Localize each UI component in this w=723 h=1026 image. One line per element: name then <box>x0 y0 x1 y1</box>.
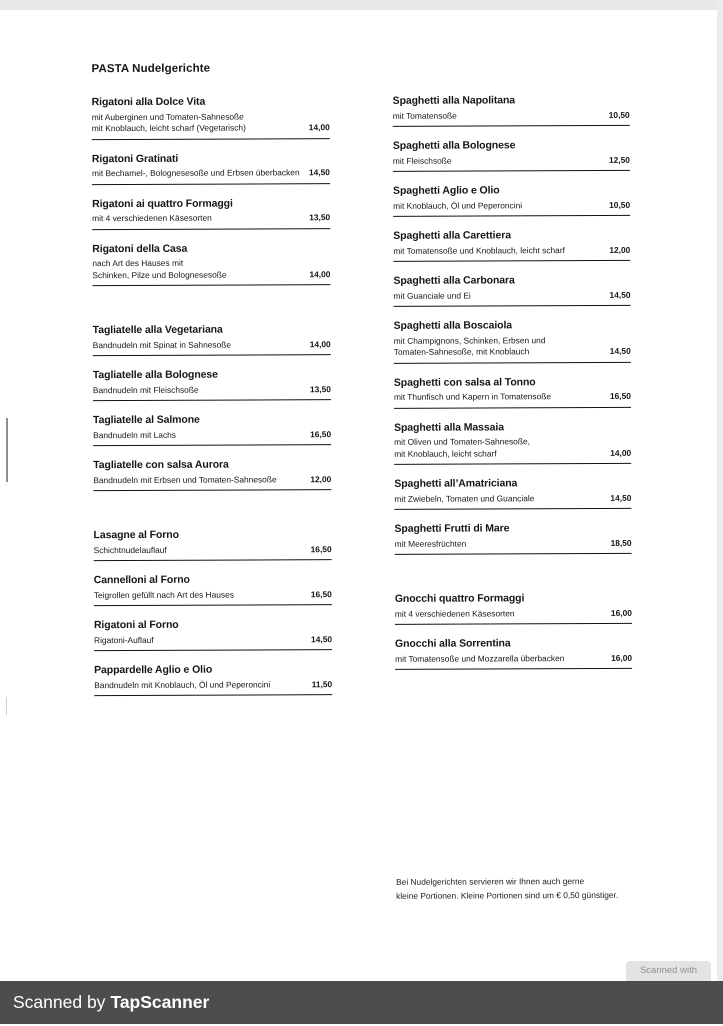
item-description: mit Tomatensoße und Mozzarella überbacken <box>395 652 565 664</box>
item-price: 10,50 <box>608 109 630 120</box>
menu-item <box>394 319 631 364</box>
item-title: Spaghetti con salsa al Tonno <box>393 375 536 389</box>
item-description: mit Meeresfrüchten <box>394 538 467 549</box>
item-title: Rigatoni ai quattro Formaggi <box>92 197 233 210</box>
item-description: mit Fleischsoße <box>392 155 452 166</box>
tapscanner-watermark-bar <box>0 981 723 1024</box>
item-description: mit Auberginen und Tomaten-Sahnesoße <box>91 111 244 122</box>
item-description: Tomaten-Sahnesoße, mit Knoblauch <box>393 346 530 357</box>
menu-item <box>93 368 331 401</box>
menu-item <box>92 95 330 140</box>
item-title: Cannelloni al Forno <box>93 573 190 587</box>
item-price: 14,00 <box>309 338 331 349</box>
item-price: 16,50 <box>310 428 332 439</box>
menu-item <box>393 184 630 217</box>
item-description: mit Tomatensoße <box>392 110 457 121</box>
item-price: 14,00 <box>610 447 632 458</box>
menu-section <box>93 323 332 491</box>
item-description: mit 4 verschiedenen Käsesorten <box>394 607 515 619</box>
item-title: Rigatoni Gratinati <box>91 152 179 165</box>
item-description: Bandnudeln mit Lachs <box>93 429 177 440</box>
item-description: Bandnudeln mit Erbsen und Tomaten-Sahnesoße <box>93 473 277 485</box>
item-price: 16,00 <box>611 652 633 663</box>
portion-note <box>396 875 618 903</box>
item-price: 14,50 <box>610 492 632 503</box>
item-price: 14,50 <box>609 289 631 300</box>
item-title: Tagliatelle alla Bolognese <box>92 368 218 382</box>
item-price: 14,00 <box>309 268 331 279</box>
item-price: 14,50 <box>311 633 333 644</box>
menu-item <box>394 420 631 465</box>
item-description: Schichtnudelauflauf <box>93 544 167 555</box>
item-title: Spaghetti Frutti di Mare <box>394 522 510 535</box>
item-price: 13,50 <box>309 383 331 394</box>
item-price: 16,50 <box>609 390 631 401</box>
menu-item <box>94 618 332 651</box>
item-title: Spaghetti alla Napolitana <box>392 94 516 107</box>
item-title: Spaghetti alla Carbonara <box>393 274 515 287</box>
item-title: Pappardelle Aglio e Olio <box>94 663 213 677</box>
menu-item <box>92 197 330 230</box>
item-title: Gnocchi alla Sorrentina <box>394 637 511 650</box>
item-description: Schinken, Pilze und Bolognesesoße <box>92 269 227 280</box>
item-price: 11,50 <box>311 678 333 689</box>
menu-item <box>92 242 330 287</box>
menu-section <box>92 95 331 286</box>
menu-item <box>94 663 332 696</box>
item-title: Gnocchi quattro Formaggi <box>394 592 525 605</box>
item-title: Spaghetti Aglio e Olio <box>393 184 500 197</box>
menu-item <box>394 477 631 510</box>
scanned-with-badge: Scanned with <box>626 961 711 986</box>
item-title: Spaghetti alla Boscaiola <box>393 319 513 332</box>
item-price: 14,50 <box>308 167 330 178</box>
menu-item <box>395 637 632 670</box>
item-description: Teigrollen gefüllt nach Art des Hauses <box>93 589 234 600</box>
item-price: 14,00 <box>308 122 330 133</box>
scanner-bar-prefix: Scanned by <box>13 992 106 1012</box>
item-title: Tagliatelle alla Vegetariana <box>92 323 223 337</box>
item-price: 12,50 <box>608 154 630 165</box>
menu-section <box>395 592 632 670</box>
item-title: Rigatoni alla Dolce Vita <box>91 95 206 109</box>
menu-item <box>395 592 632 625</box>
menu-item <box>393 139 630 172</box>
item-description: nach Art des Hauses mit <box>92 257 184 269</box>
portion-note-line: Bei Nudelgerichten servieren wir Ihnen auch gerne <box>396 876 585 887</box>
menu-heading: PASTA Nudelgerichte <box>91 62 211 76</box>
item-price: 16,00 <box>610 607 632 618</box>
menu-column-left <box>92 95 333 709</box>
menu-item <box>393 94 630 127</box>
menu-item <box>393 229 630 262</box>
item-price: 14,50 <box>609 345 631 356</box>
menu-item <box>94 528 332 561</box>
menu-section <box>94 528 333 696</box>
item-price: 18,50 <box>610 537 632 548</box>
item-title: Rigatoni al Forno <box>93 618 179 632</box>
menu-item <box>92 152 330 185</box>
item-price: 16,50 <box>310 543 332 554</box>
item-title: Spaghetti alla Massaia <box>394 420 504 434</box>
item-title: Tagliatelle al Salmone <box>93 413 200 427</box>
item-price: 16,50 <box>310 588 332 599</box>
item-description: Bandnudeln mit Fleischsoße <box>92 384 199 395</box>
item-description: mit Knoblauch, leicht scharf <box>394 447 497 459</box>
item-description: Bandnudeln mit Knoblauch, Öl und Peperoncini <box>94 678 271 690</box>
item-price: 12,00 <box>310 473 332 484</box>
menu-item <box>394 522 631 555</box>
item-description: mit Guanciale und Ei <box>393 290 471 301</box>
scanner-bar-brand: TapScanner <box>110 992 210 1012</box>
item-price: 13,50 <box>309 212 331 223</box>
item-description: mit Knoblauch, leicht scharf (Vegetarisch) <box>91 122 246 134</box>
menu-column-right <box>393 94 633 683</box>
menu-section <box>393 94 632 555</box>
item-title: Rigatoni della Casa <box>92 242 188 255</box>
item-description: mit Knoblauch, Öl und Peperoncini <box>393 199 523 211</box>
item-price: 10,50 <box>609 199 631 210</box>
item-description: mit Tomatensoße und Knoblauch, leicht scharf <box>393 244 565 256</box>
item-description: mit 4 verschiedenen Käsesorten <box>92 212 212 224</box>
item-title: Lasagne al Forno <box>93 528 179 542</box>
menu-item <box>394 375 631 408</box>
menu-item <box>93 458 331 491</box>
item-title: Tagliatelle con salsa Aurora <box>93 458 229 472</box>
menu-item <box>393 274 630 307</box>
portion-note-line: kleine Portionen. Kleine Portionen sind um € 0,50 günstiger. <box>396 889 619 901</box>
item-description: mit Zwiebeln, Tomaten und Guanciale <box>394 492 535 504</box>
item-title: Spaghetti alla Bolognese <box>392 139 516 152</box>
item-price: 12,00 <box>609 244 631 255</box>
menu-item <box>93 323 331 356</box>
item-title: Spaghetti alla Carettiera <box>393 229 511 242</box>
menu-item <box>94 573 332 606</box>
item-description: Bandnudeln mit Spinat in Sahnesoße <box>92 339 232 350</box>
item-description: Rigatoni-Auflauf <box>93 634 154 645</box>
item-title: Spaghetti all’Amatriciana <box>394 477 518 490</box>
item-description: mit Oliven und Tomaten-Sahnesoße, <box>394 436 530 447</box>
menu-item <box>93 413 331 446</box>
item-description: mit Champignons, Schinken, Erbsen und <box>393 334 546 346</box>
item-description: mit Bechamel-, Bolognesesoße und Erbsen überbacken <box>91 167 300 179</box>
item-description: mit Thunfisch und Kapern in Tomatensoße <box>393 391 552 402</box>
